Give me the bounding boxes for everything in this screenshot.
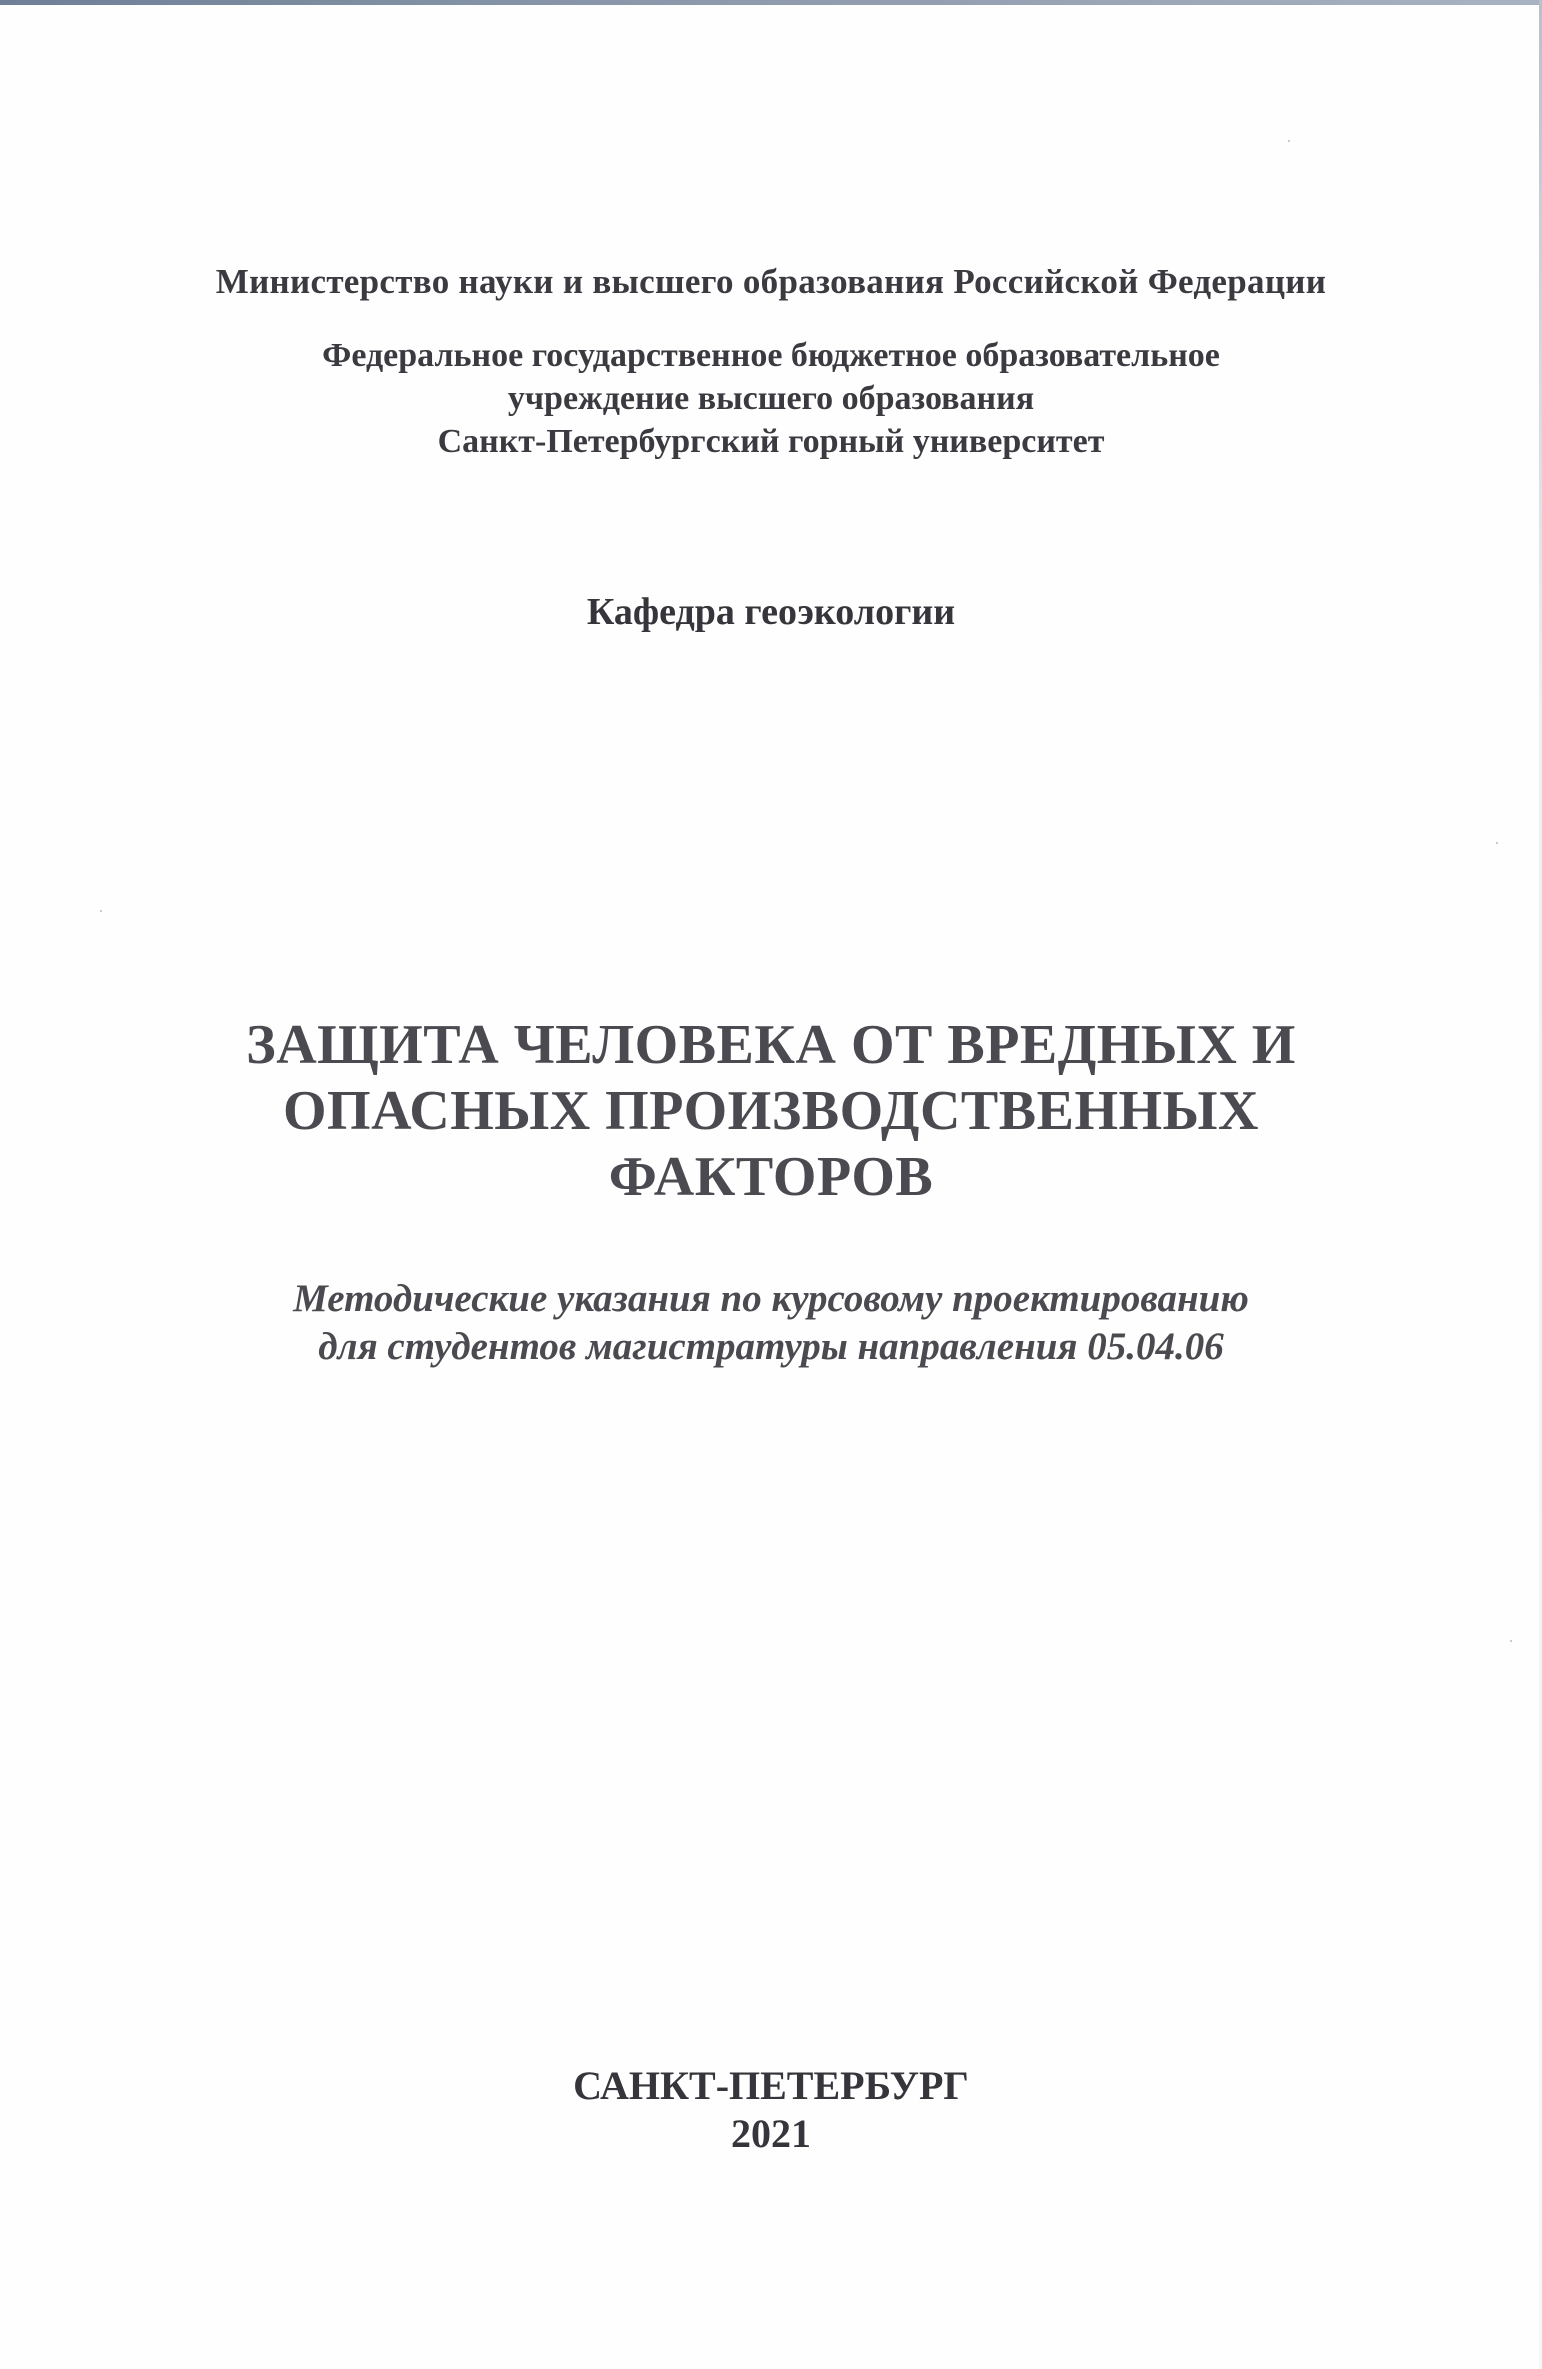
imprint-block xyxy=(0,2062,1542,2158)
institution-line-1: Федеральное государственное бюджетное образовательное xyxy=(322,337,1220,374)
ministry-line: Министерство науки и высшего образования Российской Федерации xyxy=(215,262,1327,301)
imprint-year: 2021 xyxy=(731,2111,811,2156)
imprint-city: САНКТ-ПЕТЕРБУРГ xyxy=(573,2063,969,2108)
title-line-1: ЗАЩИТА ЧЕЛОВЕКА ОТ ВРЕДНЫХ И xyxy=(246,1014,1296,1076)
scan-speck xyxy=(100,910,102,912)
scan-speck xyxy=(1288,140,1290,142)
document-title xyxy=(0,1012,1542,1210)
title-line-3: ФАКТОРОВ xyxy=(608,1146,934,1208)
institution-line-2: учреждение высшего образования xyxy=(507,380,1035,417)
subtitle-line-2: для студентов магистратуры направления 05.04.06 xyxy=(318,1325,1224,1368)
scan-edge-top xyxy=(0,0,1542,5)
document-subtitle xyxy=(0,1275,1542,1371)
department-name: Кафедра геоэкологии xyxy=(586,591,956,633)
scan-speck xyxy=(1510,1640,1512,1642)
institution-block xyxy=(0,334,1542,463)
subtitle-line-1: Методические указания по курсовому проектированию xyxy=(293,1277,1249,1320)
institution-line-3: Санкт-Петербургский горный университет xyxy=(437,423,1105,460)
title-line-2: ОПАСНЫХ ПРОИЗВОДСТВЕННЫХ xyxy=(282,1080,1259,1142)
scan-speck xyxy=(1496,842,1498,844)
